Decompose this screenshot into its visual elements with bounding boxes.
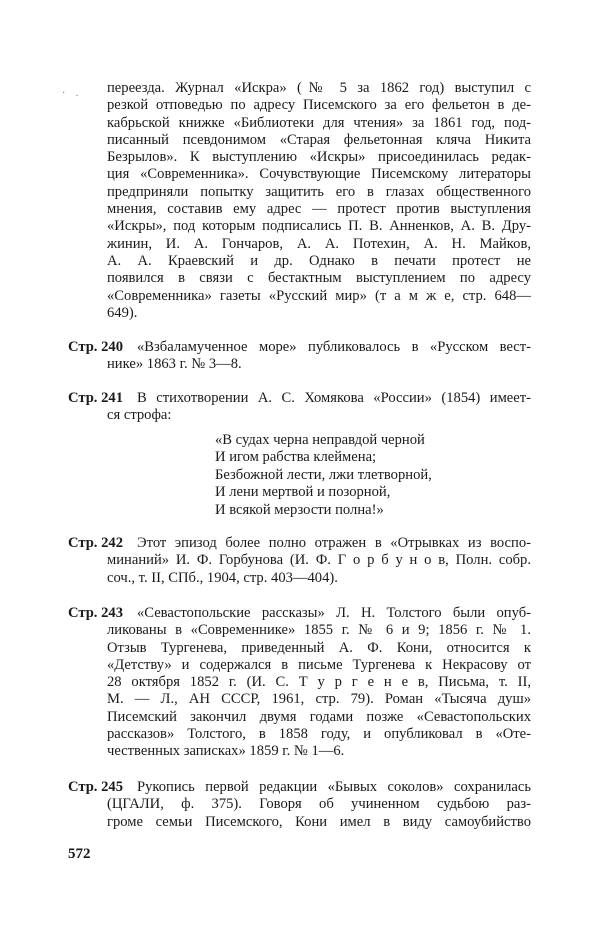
text-line: соч., т. II, СПб., 1904, стр. 403—404). xyxy=(107,569,338,586)
text-line: писанный псевдонимом «Старая фельетонная кляча Никита xyxy=(107,131,531,148)
text-line: переезда. Журнал «Искра» (№ 5 за 1862 год) выступил с xyxy=(107,80,531,96)
poem-line: И игом рабства клеймена; xyxy=(215,449,377,466)
poem-line: И всякой мерзости полна!» xyxy=(215,501,384,518)
text-line: мнения, составив ему адрес — протест против выступления xyxy=(107,201,531,218)
poem-line: «В судах черна неправдой черной xyxy=(215,432,425,448)
note-entry xyxy=(68,779,531,831)
text-line: резкой отповедью по адресу Писемского за его фельетон в де- xyxy=(107,97,531,114)
note-page-label: Стр. 240 xyxy=(68,339,123,355)
text-line: нике» 1863 г. № 3—8. xyxy=(107,356,242,373)
text-line: Писемский закончил двумя годами позже «Севастопольских xyxy=(107,708,531,725)
text-line: ся строфа: xyxy=(107,407,172,424)
text-line: кабрьской книжке «Библиотеки для чтения» за 1861 год, под- xyxy=(107,114,531,131)
text-line: В стихотворении А. С. Хомякова «России» (1854) имеет- xyxy=(137,390,531,406)
text-line: предприняли попытку защитить его в глазах общественного xyxy=(107,183,531,200)
text-line: «Современника» газеты «Русский мир» (т а м ж е, стр. 648— xyxy=(107,287,531,304)
text-line: «Детству» и содержался в письме Тургенева к Некрасову от xyxy=(107,656,531,673)
text-line: А. А. Краевский и др. Однако в печати протест не xyxy=(107,252,531,269)
text-line: жинин, И. А. Гончаров, А. А. Потехин, А. Н. Майков, xyxy=(107,235,531,252)
text-line: ция «Современника». Сочувствующие Писемскому литераторы xyxy=(107,166,531,183)
note-page-label: Стр. 242 xyxy=(68,535,123,551)
poem-line: Безбожной лести, лжи тлетворной, xyxy=(215,466,432,483)
note-entry xyxy=(68,535,531,587)
text-line: М. — Л., АН СССР, 1961, стр. 79). Роман «Тысяча душ» xyxy=(107,691,531,708)
text-line: ликованы в «Современнике» 1855 г. № 6 и 9; 1856 г. № 1. xyxy=(107,622,531,639)
text-line: громе семьи Писемского, Кони имел в виду самоубийство xyxy=(107,813,531,830)
text-line: Этот эпизод более полно отражен в «Отрывках из воспо- xyxy=(137,535,531,551)
note-page-label: Стр. 245 xyxy=(68,779,123,795)
note-entry xyxy=(68,390,531,425)
intro-paragraph xyxy=(107,80,531,322)
text-line: 28 октября 1852 г. (И. С. Т у р г е н е в, Письма, т. II, xyxy=(107,674,531,691)
text-line: 649). xyxy=(107,304,138,321)
text-line: чественных записках» 1859 г. № 1—6. xyxy=(107,743,345,760)
text-line: Рукопись первой редакции «Бывых соколов» сохранилась xyxy=(137,779,531,795)
text-line: появился в связи с бестактным выступлением по адресу xyxy=(107,270,531,287)
poem-stanza xyxy=(215,432,432,519)
text-line: рассказов» Толстого, в 1858 году, и опубликовал в «Оте- xyxy=(107,726,531,743)
note-entry xyxy=(68,339,531,374)
text-line: «Искры», под которым подписались П. В. Анненков, А. В. Дру- xyxy=(107,218,531,235)
note-page-label: Стр. 241 xyxy=(68,390,123,406)
page-number: 572 xyxy=(68,846,91,862)
poem-line: И лени мертвой и позорной, xyxy=(215,484,391,501)
text-line: «Взбаламученное море» публиковалось в «Русском вест- xyxy=(137,339,531,355)
text-line: минаний» И. Ф. Горбунова (И. Ф. Г о р б у н о в, Полн. собр. xyxy=(107,552,531,569)
text-line: Отзыв Тургенева, приведенный А. Ф. Кони, относится к xyxy=(107,639,531,656)
note-page-label: Стр. 243 xyxy=(68,605,123,621)
note-entry xyxy=(68,605,531,761)
scan-specks: · . xyxy=(62,88,83,99)
text-line: (ЦГАЛИ, ф. 375). Говоря об учиненном судьбою раз- xyxy=(107,796,531,813)
text-line: Безрылов». К выступлению «Искры» присоединилась редак- xyxy=(107,149,531,166)
text-line: «Севастопольские рассказы» Л. Н. Толстого были опуб- xyxy=(137,605,531,621)
